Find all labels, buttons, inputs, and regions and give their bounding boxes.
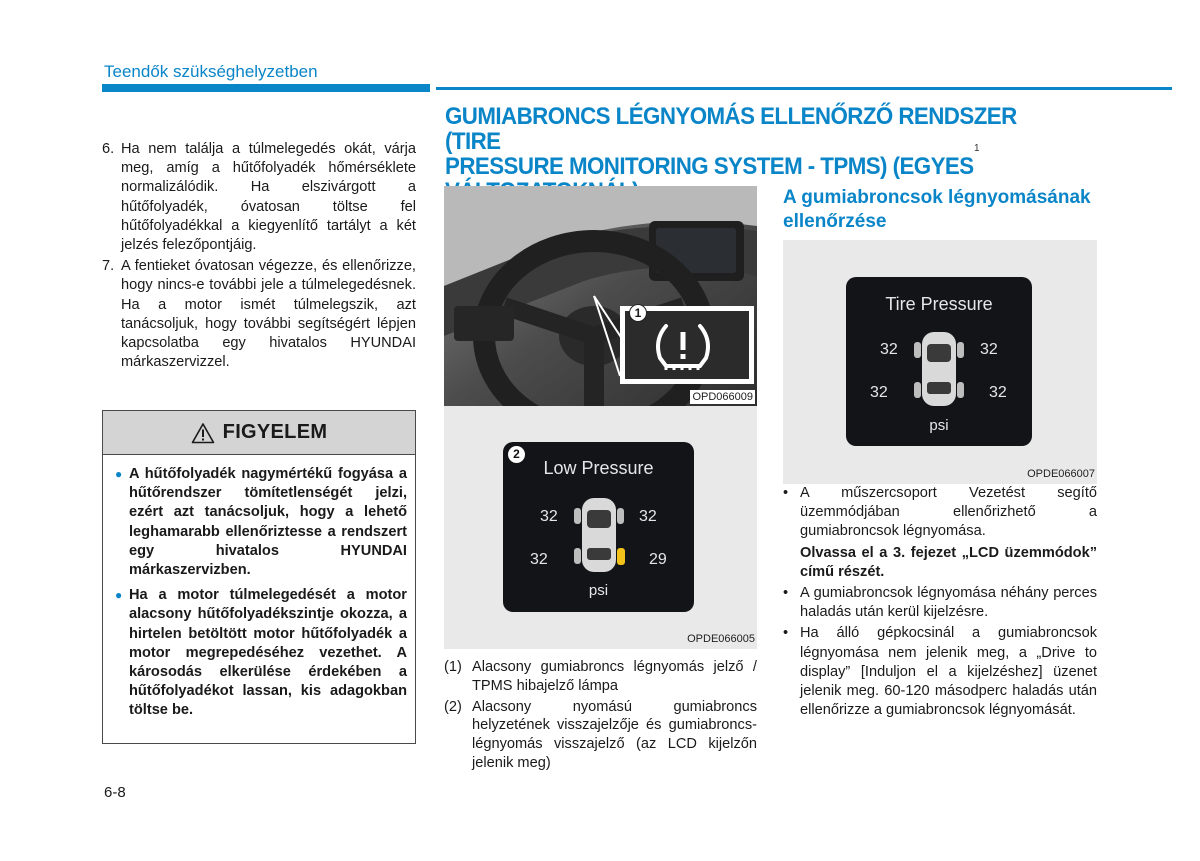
chapter-tab-number: 1 bbox=[974, 143, 980, 154]
header-rule-thin bbox=[436, 87, 1172, 90]
lcd-low-code: OPDE066005 bbox=[687, 633, 755, 645]
caption-number: (1) bbox=[444, 659, 462, 675]
right-bullet-text: Ha álló gépkocsinál a gumiabroncsok légnyomása nem jelenik meg, a „Drive to display” [Induljon el a kijelzéshez] üzenet jelenik meg. 60-120 másodperc haladás után ellenőrizze a gumiabroncsok légnyomását. bbox=[800, 625, 1097, 719]
item-text: A fentieket óvatosan végezze, és ellenőrizze, hogy nincs-e további jele a túlmelegedésnek. Ha a motor ismét túlmelegszik, azt tanácsoljuk, hogy további segítségért lépjen kapcsolatba egy hivatalos HYUNDAI márkaszervizzel. bbox=[121, 258, 416, 371]
photo-code: OPD066009 bbox=[692, 391, 753, 403]
right-bullet bbox=[783, 584, 1097, 622]
subsection-title: A gumiabroncsok légnyomásának ellenőrzése bbox=[783, 187, 1091, 232]
item-text: Ha nem találja a túlmelegedés okát, várja meg, amíg a hűtőfolyadék hőmérséklete normalizálódik. Ha elszivárgott a hűtőfolyadék, óvatosan töltse fel hűtőfolyadékkal a kiegyenlítő tartályt a két jelzés felezőpontjáig. bbox=[121, 141, 416, 254]
dashboard-photo bbox=[444, 186, 757, 406]
right-bullet bbox=[783, 624, 1097, 720]
item-number: 7. bbox=[102, 258, 115, 275]
tire-rr-value: 29 bbox=[649, 551, 667, 568]
caption-number: (2) bbox=[444, 698, 462, 715]
tire-fl-value: 32 bbox=[540, 508, 558, 525]
tire-rl-value: 32 bbox=[870, 384, 888, 401]
reference-note: Olvassa el a 3. fejezet „LCD üzemmódok” című részét. bbox=[800, 544, 1097, 580]
page-number: 6-8 bbox=[104, 784, 126, 801]
list-item bbox=[102, 140, 416, 255]
bullet-icon: • bbox=[783, 625, 789, 642]
right-bullet-text: A műszercsoport Vezetést segítő üzemmódjában ellenőrizhető a gumiabroncsok légnyomása. bbox=[800, 485, 1097, 540]
lcd-low-pressure-image bbox=[444, 406, 757, 649]
figure-captions bbox=[444, 658, 757, 775]
tire-fl-value: 32 bbox=[880, 341, 898, 358]
warning-bullet-text: Ha a motor túlmelegedését a motor alacsony hűtőfolyadékszintje okozza, a hirtelen betöltött motor hűtőfolyadék a motor megrepedéséhez vezethet. A károsodás elkerülése érdekében a hűtőfolyadékot lassan, kis adagokban töltse be. bbox=[129, 587, 407, 719]
list-item bbox=[102, 257, 416, 372]
lcd-unit: psi bbox=[929, 417, 949, 434]
tire-fr-value: 32 bbox=[639, 508, 657, 525]
running-header: Teendők szükséghelyzetben bbox=[104, 62, 318, 81]
warning-title: FIGYELEM bbox=[222, 421, 328, 443]
tire-rr-value: 32 bbox=[989, 384, 1007, 401]
marker-1: 1 bbox=[629, 304, 647, 322]
tire-rl-value: 32 bbox=[530, 551, 548, 568]
low-tire-indicator bbox=[617, 548, 625, 565]
lcd-unit: psi bbox=[588, 582, 609, 599]
section-title-line: GUMIABRONCS LÉGNYOMÁS ELLENŐRZŐ RENDSZER (TIRE bbox=[445, 103, 1017, 155]
section-title-line: PRESSURE MONITORING SYSTEM - TPMS) (EGYES bbox=[445, 153, 974, 180]
bullet-icon: • bbox=[783, 485, 789, 501]
caption-text: Alacsony gumiabroncs légnyomás jelző / TPMS hibajelző lámpa bbox=[472, 659, 757, 694]
caption-item bbox=[444, 658, 757, 696]
bullet-icon: ● bbox=[115, 588, 123, 603]
lcd-title: Low Pressure bbox=[543, 458, 654, 478]
warning-header bbox=[103, 411, 415, 455]
warning-body bbox=[103, 455, 415, 721]
header-rule-thick bbox=[102, 84, 430, 92]
tpms-warning-icon bbox=[652, 318, 714, 374]
bullet-icon: • bbox=[783, 585, 789, 602]
item-number: 6. bbox=[102, 141, 115, 157]
warning-triangle-icon bbox=[191, 422, 215, 444]
caption-item bbox=[444, 698, 757, 773]
car-top-view-icon bbox=[568, 492, 630, 578]
bullet-icon: ● bbox=[115, 467, 123, 481]
lcd-title: Tire Pressure bbox=[885, 294, 993, 314]
warning-bullet-text: A hűtőfolyadék nagymértékű fogyása a hűtőrendszer tömítetlenségét jelzi, ezért azt tanácsoljuk, hogy a lehető leghamarabb ellenőriztesse a rendszert egy hivatalos HYUNDAI márkaszervizben. bbox=[129, 466, 407, 579]
right-column bbox=[783, 484, 1097, 722]
lcd-tire-code: OPDE066007 bbox=[1027, 468, 1095, 480]
right-bullet bbox=[783, 484, 1097, 542]
right-bullet-text: A gumiabroncsok légnyomása néhány perces haladás után kerül kijelzésre. bbox=[800, 585, 1097, 621]
tire-fr-value: 32 bbox=[980, 341, 998, 358]
left-column bbox=[102, 140, 416, 374]
car-top-view-icon bbox=[908, 326, 970, 412]
warning-bullet bbox=[115, 465, 407, 580]
warning-box bbox=[102, 410, 416, 744]
lcd-screen bbox=[846, 277, 1032, 446]
lcd-screen bbox=[503, 442, 694, 612]
warning-bullet bbox=[115, 586, 407, 720]
lcd-tire-pressure-image bbox=[783, 240, 1097, 484]
marker-2: 2 bbox=[508, 446, 525, 463]
caption-text: Alacsony nyomású gumiabroncs helyzetének visszajelzője és gumiabroncs-légnyomás visszajelző (az LCD kijelzőn jelenik meg) bbox=[472, 698, 757, 771]
